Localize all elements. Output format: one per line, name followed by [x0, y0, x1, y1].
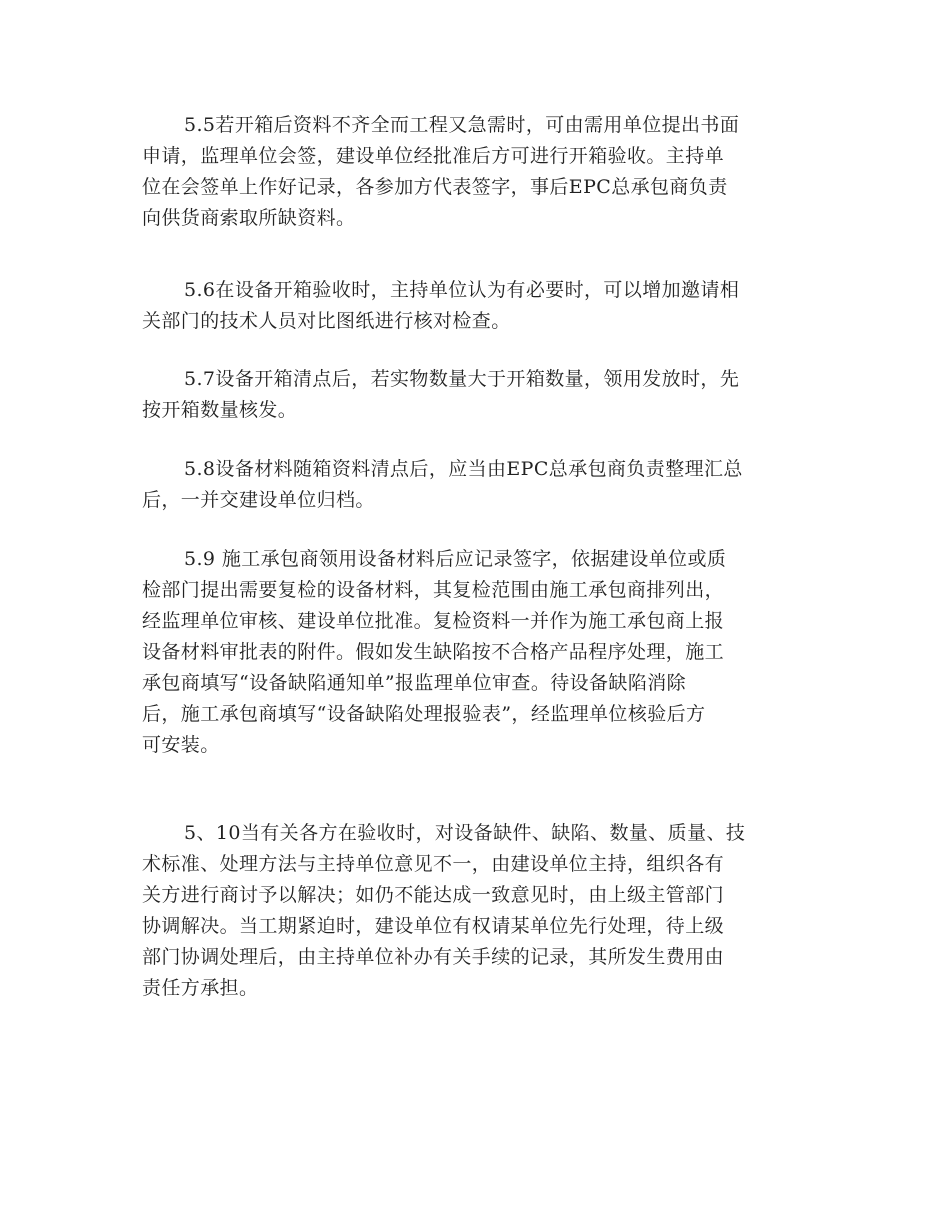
- text-line: 5.6在设备开箱验收时，主持单位认为有必要时，可以增加邀请相: [184, 279, 740, 301]
- text-line: 关部门的技术人员对比图纸进行核对检查。: [142, 310, 511, 332]
- text-line: 5.8设备材料随箱资料清点后，应当由EPC总承包商负责整理汇总: [184, 458, 743, 480]
- text-line: 5.9 施工承包商领用设备材料后应记录签字，依据建设单位或质: [184, 548, 727, 570]
- text-line: 5.5若开箱后资料不齐全而工程又急需时，可由需用单位提出书面: [184, 114, 740, 136]
- text-line: 5、10当有关各方在验收时，对设备缺件、缺陷、数量、质量、技: [184, 822, 746, 844]
- text-line: 位在会签单上作好记录，各参加方代表签字，事后EPC总承包商负责: [142, 176, 728, 198]
- text-line: 后，一并交建设单位归档。: [142, 489, 375, 511]
- text-line: 协调解决。当工期紧迫时，建设单位有权请某单位先行处理，待上级: [142, 915, 725, 937]
- text-line: 申请，监理单位会签，建设单位经批准后方可进行开箱验收。主持单: [142, 145, 725, 167]
- text-line: 按开箱数量核发。: [142, 399, 298, 421]
- text-line: 责任方承担。: [142, 977, 259, 999]
- text-line: 术标准、处理方法与主持单位意见不一，由建设单位主持，组织各有: [142, 853, 725, 875]
- paragraph-5-9: [142, 544, 812, 761]
- text-line: 部门协调处理后，由主持单位补办有关手续的记录，其所发生费用由: [142, 946, 725, 968]
- text-line: 向供货商索取所缺资料。: [142, 207, 356, 229]
- text-line: 设备材料审批表的附件。假如发生缺陷按不合格产品程序处理，施工: [142, 641, 725, 663]
- paragraph-5-6: [142, 275, 812, 337]
- text-line: 检部门提出需要复检的设备材料，其复检范围由施工承包商排列出，: [142, 579, 725, 601]
- paragraph-5-8: [142, 454, 812, 516]
- paragraph-5-7: [142, 364, 812, 426]
- paragraph-5-5: [142, 110, 812, 234]
- paragraph-5-10: [142, 818, 812, 1004]
- text-line: 承包商填写“设备缺陷通知单”报监理单位审查。待设备缺陷消除: [142, 672, 687, 694]
- text-line: 5.7设备开箱清点后，若实物数量大于开箱数量，领用发放时，先: [184, 368, 740, 390]
- text-line: 关方进行商讨予以解决；如仍不能达成一致意见时，由上级主管部门: [142, 884, 725, 906]
- text-line: 可安装。: [142, 734, 220, 756]
- text-line: 后，施工承包商填写“设备缺陷处理报验表”，经监理单位核验后方: [142, 703, 706, 725]
- text-line: 经监理单位审核、建设单位批准。复检资料一并作为施工承包商上报: [142, 610, 725, 632]
